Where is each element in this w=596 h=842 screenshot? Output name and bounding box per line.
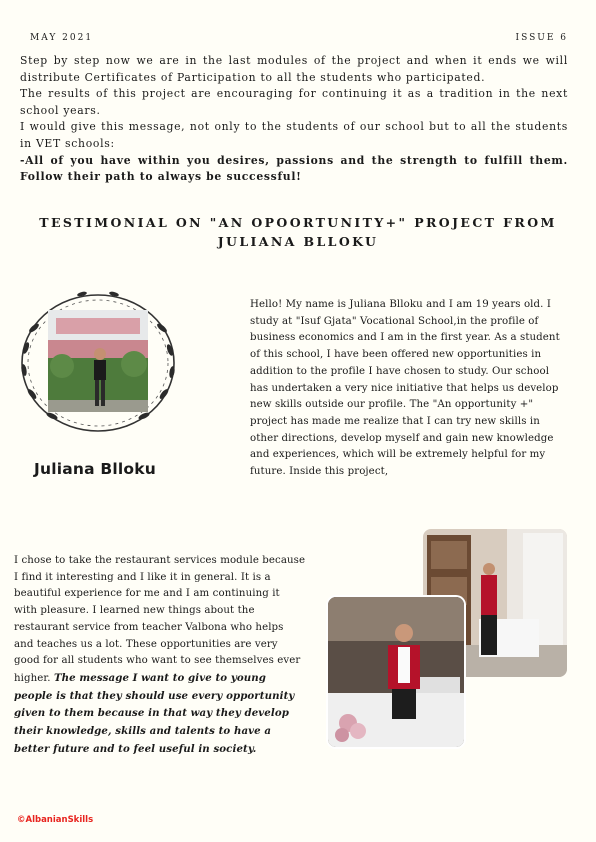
- issue-date: MAY 2021: [30, 33, 94, 43]
- story-paragraph: [14, 553, 306, 758]
- portrait-photo: [12, 288, 184, 438]
- restaurant-photo-2: [328, 597, 464, 747]
- intro-message: -All of you have within you desires, passions and the strength to fulfill them. Follow their path to always be successful!: [20, 153, 568, 184]
- bio-paragraph: Hello! My name is Juliana Blloku and I am 19 years old. I study at "Isuf Gjata" Vocational School,in the profile of business economics and I am in the first year. As a student of this school, I have been offered new opportunities in addition to the profile I have chosen to study. Our school has undertaken a very nice initiative that helps us develop new skills outside our profile. The "An opportunity +" project has made me realize that I can try new skills in other directions, develop myself and gain new knowledge and experiences, which will be extremely helpful for my future. Inside this project,: [250, 299, 560, 478]
- intro-section: [20, 53, 568, 186]
- student-name: Juliana Blloku: [34, 460, 157, 478]
- portrait-wreath: [12, 288, 184, 438]
- message-text: The message I want to give to young people is that they should use every opportunity given to them because in that way they develop their knowledge, skills and talents to have a better future and to feel useful in society.: [14, 671, 295, 755]
- story-text: I chose to take the restaurant services module because I find it interesting and I like it in general. It is a beautiful experience for me and I am continuing it with pleasure. I learned new things about the restaurant service from teacher Valbona who helps and teaches us a lot. These opportunities are very good for all students who want to see themselves ever higher.: [14, 555, 306, 684]
- testimonial-title: TESTIMONIAL ON "AN OPOORTUNITY+" PROJECT FROM JULIANA BLLOKU: [39, 215, 557, 249]
- intro-paragraph: The results of this project are encouraging for continuing it as a tradition in the next school years.: [20, 87, 568, 117]
- intro-paragraph: I would give this message, not only to the students of our school but to all the students in VET schools:: [20, 120, 568, 150]
- issue-number: ISSUE 6: [515, 33, 568, 43]
- intro-paragraph: Step by step now we are in the last modules of the project and when it ends we will distribute Certificates of Participation to all the students who participated.: [20, 54, 568, 84]
- footer-credit: ©AlbanianSkills: [17, 815, 94, 825]
